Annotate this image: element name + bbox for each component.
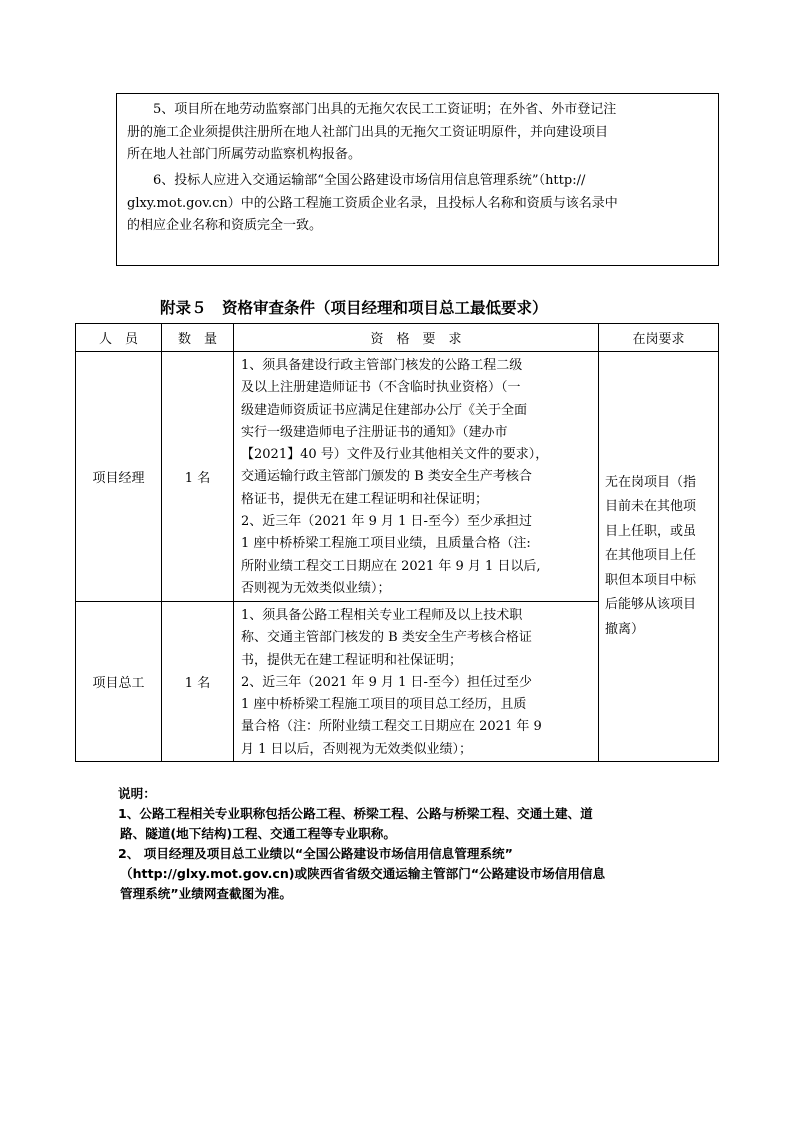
requirement-line: 否则视为无效类似业绩）； [241, 580, 391, 596]
clause-6-line: glxy.mot.gov.cn）中的公路工程施工资质企业名录，且投标人名称和资质与该名录中 [127, 195, 618, 211]
requirement-line: 书，提供无在建工程证明和社保证明； [241, 652, 463, 668]
requirement-line: 称、交通主管部门核发的 B 类安全生产考核合格证 [241, 630, 532, 646]
requirements-cell [234, 602, 599, 762]
person-cell: 项目总工 [76, 602, 162, 762]
requirement-line: 量合格（注：所附业绩工程交工日期应在 2021 年 9 [241, 719, 542, 735]
requirement-line: 2、近三年（2021 年 9 月 1 日-至今）担任过至少 [241, 674, 532, 690]
table-row [76, 352, 719, 602]
clause-6-line: 的相应企业名称和资质完全一致。 [127, 218, 323, 234]
onsite-cell [599, 352, 719, 762]
requirement-line: 级建造师资质证书应满足住建部办公厅《关于全面 [241, 402, 528, 418]
onsite-line: 无在岗项目（指 [605, 474, 697, 490]
requirement-line: 格证书，提供无在建工程证明和社保证明； [241, 491, 489, 507]
requirement-line: 1、须具备公路工程相关专业工程师及以上技术职 [241, 608, 523, 623]
note-line: 管理系统”业绩网查截图为准。 [120, 886, 292, 901]
onsite-line: 撤离） [605, 621, 645, 637]
requirement-line: 交通运输行政主管部门颁发的 B 类安全生产考核合 [241, 469, 532, 485]
person-cell: 项目经理 [76, 352, 162, 602]
requirement-line: 及以上注册建造师证书（不含临时执业资格）（一 [241, 380, 521, 396]
requirement-line: 1 座中桥桥梁工程施工项目业绩，且质量合格（注: [241, 536, 531, 552]
note-line: 1、公路工程相关专业职称包括公路工程、桥梁工程、公路与桥梁工程、交通土建、道 [118, 806, 593, 821]
requirement-line: 1 座中桥桥梁工程施工项目的项目总工经历，且质 [241, 697, 527, 713]
onsite-line: 职但本项目中标 [605, 572, 697, 588]
header-requirements: 资 格 要 求 [234, 324, 599, 352]
note-line: 路、隧道(地下结构)工程、交通工程等专业职称。 [120, 826, 396, 841]
notes-section [118, 784, 678, 904]
requirement-line: 实行一级建造师电子注册证书的通知》（建办市 [241, 424, 508, 440]
clause-5-line: 册的施工企业须提供注册所在地人社部门出具的无拖欠工资证明原件，并向建设项目 [127, 124, 609, 140]
clause-6-line: 6、投标人应进入交通运输部“全国公路建设市场信用信息管理系统”（http:// [127, 173, 586, 188]
appendix-title: 附录５ 资格审查条件（项目经理和项目总工最低要求） [160, 299, 548, 317]
onsite-line: 在其他项目上任 [605, 548, 697, 564]
quantity-cell: 1 名 [162, 602, 234, 762]
requirements-box [116, 93, 719, 266]
clause-5-line: 所在地人社部门所属劳动监察机构报备。 [127, 147, 362, 163]
requirement-line: 1、须具备建设行政主管部门核发的公路工程二级 [241, 358, 523, 373]
note-line: （http://glxy.mot.gov.cn)或陕西省省级交通运输主管部门“公路建设市场信用信息 [120, 866, 606, 881]
requirement-line: 月 1 日以后，否则视为无效类似业绩）； [241, 741, 473, 757]
clause-6 [127, 170, 715, 238]
clause-5-line: 5、项目所在地劳动监察部门出具的无拖欠农民工工资证明；在外省、外市登记注 [127, 102, 617, 117]
clause-5 [127, 99, 715, 167]
notes-heading: 说明： [118, 786, 156, 801]
note-line: 2、 项目经理及项目总工业绩以“全国公路建设市场信用信息管理系统” [118, 846, 513, 861]
requirement-line: 所附业绩工程交工日期应在 2021 年 9 月 1 日以后, [241, 558, 541, 574]
header-quantity: 数 量 [162, 324, 234, 352]
quantity-cell: 1 名 [162, 352, 234, 602]
onsite-line: 目上任职，或虽 [605, 523, 697, 539]
onsite-line: 后能够从该项目 [605, 597, 697, 613]
header-person: 人 员 [76, 324, 162, 352]
requirements-cell [234, 352, 599, 602]
header-onsite: 在岗要求 [599, 324, 719, 352]
table-header-row [76, 324, 719, 352]
requirement-line: 2、近三年（2021 年 9 月 1 日-至今）至少承担过 [241, 514, 532, 530]
onsite-line: 目前未在其他项 [605, 499, 697, 515]
requirement-line: 【2021】40 号）文件及行业其他相关文件的要求）， [241, 447, 549, 463]
qualification-table [75, 323, 719, 762]
